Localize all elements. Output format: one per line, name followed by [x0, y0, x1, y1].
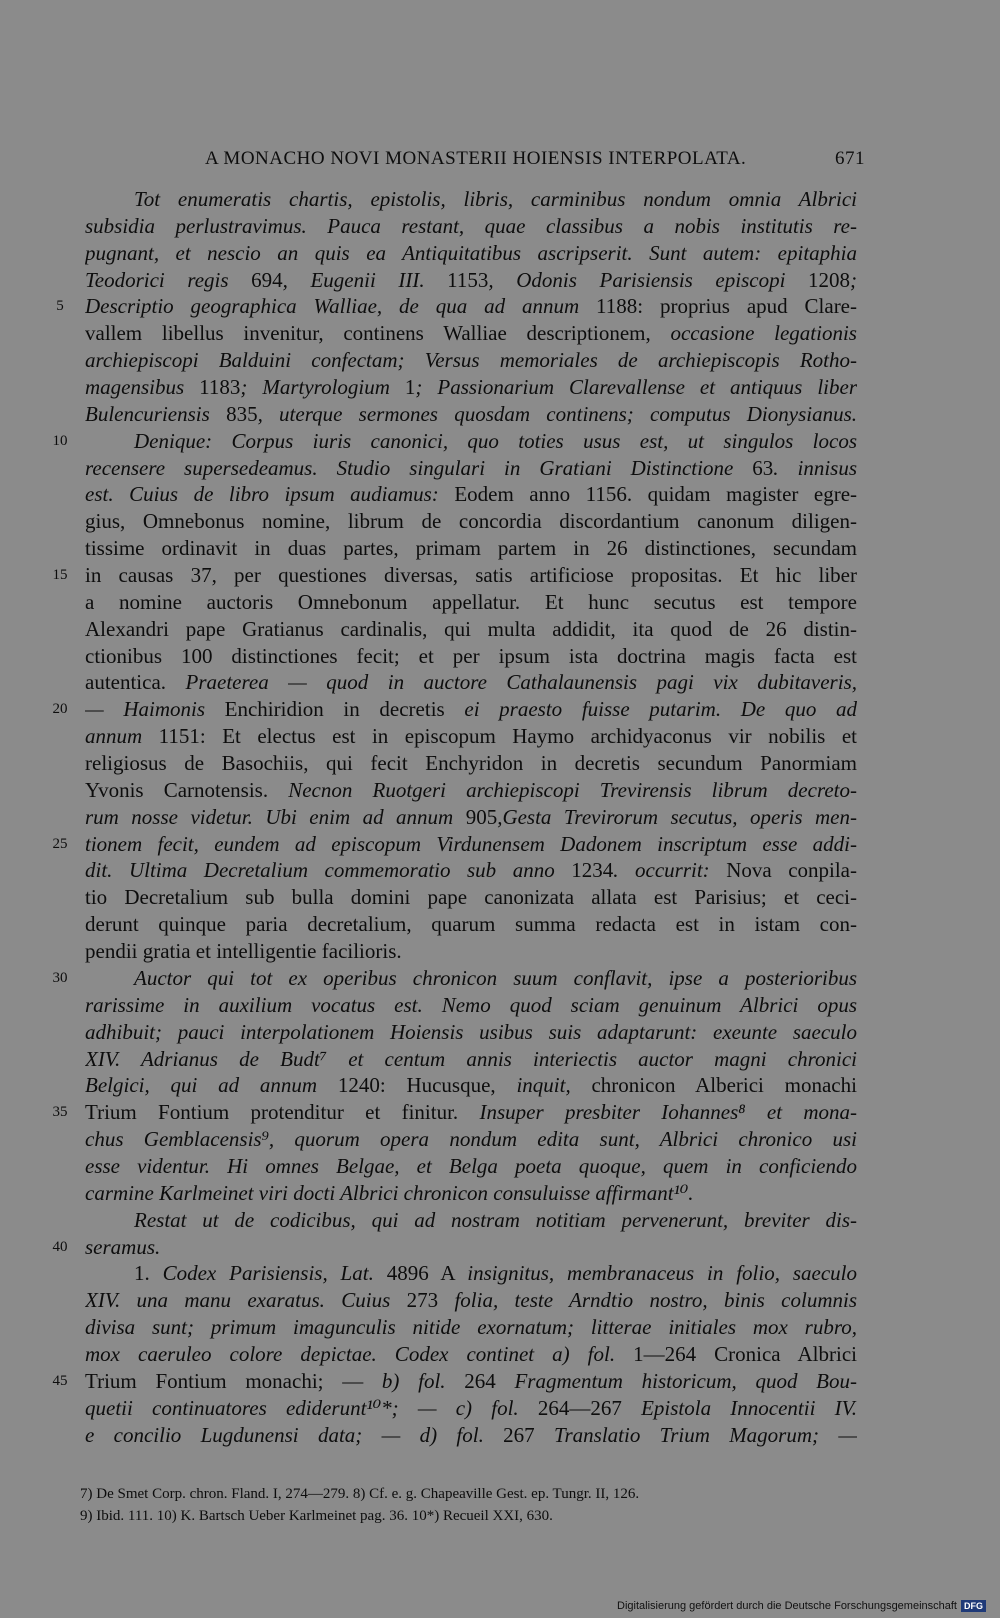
text-line [0, 616, 1000, 643]
roman-span: Enchiridion in decretis [224, 697, 465, 722]
line-text [85, 723, 857, 750]
text-line [0, 589, 1000, 616]
text-line [0, 1395, 1000, 1422]
footnotes [80, 1483, 860, 1527]
roman-span: chronicon Alberici monachi [591, 1073, 857, 1098]
italic-span: Tot enumeratis chartis, epistolis, libris, carminibus nondum omnia Albrici [134, 187, 857, 211]
italic-span: quetii continuatores ediderunt¹⁰*; — c) fol. [85, 1395, 538, 1420]
italic-span: recensere supersedeamus. Studio singulari in Gratiani Distinctione [85, 455, 753, 480]
text-line [0, 1099, 1000, 1126]
italic-span: seramus. [85, 1234, 161, 1259]
italic-span: Translatio Trium Magorum; — [553, 1422, 857, 1447]
italic-span: Auctor qui tot ex operibus chronicon suum conflavit, ipse a posterioribus [134, 965, 857, 990]
text-line [0, 643, 1000, 670]
italic-span: annum [85, 724, 159, 749]
text-line [0, 1207, 1000, 1234]
line-text [85, 240, 857, 267]
line-text [85, 1422, 857, 1449]
text-line [0, 1234, 1000, 1261]
line-text [85, 1341, 857, 1368]
line-text [85, 213, 857, 240]
roman-span: 1240: Hucusque, [337, 1073, 517, 1098]
line-text [85, 186, 857, 213]
page-number: 671 [835, 148, 865, 169]
line-text [85, 1234, 857, 1261]
italic-span: rarissime in auxilium vocatus est. Nemo quod sciam genuinum Albrici opus [85, 992, 857, 1017]
line-number: 20 [52, 701, 68, 718]
text-line [0, 562, 1000, 589]
italic-span: Restat ut de codicibus, qui ad nostram notitiam pervenerunt, breviter dis- [134, 1207, 857, 1232]
line-text [85, 696, 857, 723]
line-text [85, 804, 857, 831]
line-text [85, 455, 857, 482]
text-line [0, 535, 1000, 562]
text-line [0, 1287, 1000, 1314]
roman-span: Trium Fontium monachi; — [85, 1368, 382, 1393]
roman-span: autentica. [85, 670, 186, 695]
footnote-line: 7) De Smet Corp. chron. Fland. I, 274—279. 8) Cf. e. g. Chapeaville Gest. ep. Tungr. II, 126. [80, 1486, 640, 1502]
roman-span: 264—267 [537, 1395, 642, 1420]
line-text [85, 374, 857, 401]
text-line [0, 267, 1000, 294]
line-text [85, 857, 857, 884]
line-text [85, 616, 857, 643]
digitization-credit [617, 1600, 986, 1612]
italic-span: Bulencuriensis [85, 401, 227, 426]
text-line [0, 347, 1000, 374]
line-text [85, 1395, 857, 1422]
footnote-line: 9) Ibid. 111. 10) K. Bartsch Ueber Karlmeinet pag. 36. 10*) Recueil XXI, 630. [80, 1508, 553, 1524]
text-line [0, 965, 1000, 992]
line-text [85, 884, 857, 911]
line-text [85, 777, 857, 804]
roman-span: 264 [464, 1368, 515, 1393]
line-text [85, 1072, 857, 1099]
italic-span: ei praesto fuisse putarim. De quo ad [464, 697, 857, 722]
italic-span: divisa sunt; primum imagunculis nitide exornatum; litterae initiales mox rubro, [85, 1315, 857, 1340]
text-line [0, 401, 1000, 428]
roman-span: Trium Fontium protenditur et finitur. [85, 1100, 480, 1125]
italic-span: archiepiscopi Balduini confectam; Versus memoriales de archiepiscopis Rotho- [85, 348, 857, 373]
roman-span: Alexandri pape Gratianus cardinalis, qui multa addidit, ita quod de 26 distin- [85, 616, 857, 641]
italic-span: dit. Ultima Decretalium commemoratio sub anno [85, 858, 572, 883]
line-text [85, 1207, 857, 1234]
line-text [85, 1046, 857, 1073]
text-line [0, 1046, 1000, 1073]
text-line [0, 1314, 1000, 1341]
line-text [85, 1126, 857, 1153]
line-text [85, 965, 857, 992]
roman-span: in causas 37, per questiones diversas, satis artificiose propositas. Et hic liber [85, 563, 857, 588]
line-text [85, 562, 857, 589]
line-text [85, 831, 857, 858]
text-line [0, 1019, 1000, 1046]
text-line [0, 293, 1000, 320]
roman-span: Yvonis Carnotensis. [85, 777, 289, 802]
line-number: 45 [52, 1372, 68, 1389]
italic-span: ; [850, 267, 857, 292]
text-line [0, 374, 1000, 401]
line-number: 30 [52, 969, 68, 986]
line-text [85, 1314, 857, 1341]
italic-span: XIV. una manu exaratus. Cuius [85, 1288, 407, 1313]
roman-span: 1234 [571, 858, 614, 883]
text-line [0, 938, 1000, 965]
line-number: 40 [52, 1238, 68, 1255]
text-line [0, 1126, 1000, 1153]
italic-span: . occurrit: [613, 858, 727, 883]
line-text [85, 643, 857, 670]
line-text [85, 481, 857, 508]
line-text [85, 1099, 857, 1126]
italic-span: chus Gemblacensis⁹, quorum opera nondum edita sunt, Albrici chronico usi [85, 1127, 857, 1152]
italic-span: mox caeruleo colore depictae. Codex continet a) fol. [85, 1341, 634, 1366]
roman-span: 1 [404, 375, 416, 400]
italic-span: e concilio Lugdunensi data; — d) fol. [85, 1422, 504, 1447]
text-line [0, 884, 1000, 911]
roman-span: 1188: proprius apud Clare- [596, 294, 857, 319]
text-line [0, 669, 1000, 696]
line-number: 25 [52, 835, 68, 852]
italic-span: subsidia perlustravimus. Pauca restant, quae classibus a nobis institutis re- [85, 213, 857, 238]
italic-span: Descriptio geographica Walliae, de qua ad annum [85, 294, 597, 319]
italic-span: inquit, [516, 1073, 592, 1098]
line-number: 5 [56, 298, 64, 315]
text-line [0, 750, 1000, 777]
line-text [85, 1019, 857, 1046]
italic-span: insignitus, membranaceus in folio, saeculo [467, 1261, 857, 1286]
roman-span: 267 [503, 1422, 554, 1447]
italic-span: — Haimonis [85, 697, 225, 722]
text-line [0, 186, 1000, 213]
text-line [0, 481, 1000, 508]
roman-span: 63 [752, 455, 774, 480]
italic-span: ; Passionarium Clarevallense et antiquus liber [415, 375, 857, 400]
italic-span: Belgici, qui ad annum [85, 1073, 338, 1098]
text-line [0, 1260, 1000, 1287]
italic-span: b) fol. [381, 1368, 465, 1393]
italic-span: Insuper presbiter Iohannes⁸ et mona- [479, 1100, 857, 1125]
italic-span: Teodorici regis [85, 267, 252, 292]
italic-span: occasione legationis [670, 321, 857, 346]
line-number: 10 [52, 432, 68, 449]
italic-span: Necnon Ruotgeri archiepiscopi Trevirensis librum decreto- [288, 777, 857, 802]
roman-span: religiosus de Basochiis, qui fecit Enchyridon in decretis secundum Panormiam [85, 751, 857, 776]
italic-span: , Eugenii III. [282, 267, 448, 292]
italic-span: ,Gesta Trevirorum secutus, operis men- [497, 804, 857, 829]
line-text [85, 293, 857, 320]
roman-span: 1208 [808, 267, 850, 292]
roman-span: tissime ordinavit in duas partes, primam partem in 26 distinctiones, secundam [85, 536, 857, 561]
text-line [0, 911, 1000, 938]
line-text [85, 508, 857, 535]
line-text [85, 1180, 857, 1207]
italic-span: adhibuit; pauci interpolationem Hoiensis usibus suis adaptarunt: exeunte saeculo [85, 1019, 857, 1044]
body-text [0, 186, 1000, 1448]
roman-span: 694 [251, 267, 283, 292]
roman-span: a nomine auctoris Omnebonum appellatur. Et hunc secutus est tempore [85, 589, 857, 614]
italic-span: est. Cuius de libro ipsum audiamus: [85, 482, 455, 507]
roman-span: derunt quinque paria decretalium, quarum summa redacta est in istam con- [85, 912, 857, 937]
text-line [0, 1341, 1000, 1368]
text-line [0, 831, 1000, 858]
roman-span: 1183 [199, 375, 241, 400]
italic-span: XIV. Adrianus de Budt⁷ et centum annis interiectis auctor magni chronici [85, 1046, 857, 1071]
line-text [85, 1368, 857, 1395]
text-line [0, 213, 1000, 240]
italic-span: folia, teste Arndtio nostro, binis columnis [454, 1288, 857, 1313]
line-text [85, 320, 857, 347]
text-line [0, 1072, 1000, 1099]
line-text [85, 992, 857, 1019]
text-line [0, 508, 1000, 535]
dfg-logo: DFG [961, 1600, 986, 1612]
text-line [0, 455, 1000, 482]
line-text [85, 750, 857, 777]
text-line [0, 1368, 1000, 1395]
roman-span: Eodem anno 1156. quidam magister egre- [454, 482, 857, 507]
line-text [85, 347, 857, 374]
roman-span: 1—264 Cronica Albrici [633, 1341, 857, 1366]
italic-span: Praeterea — quod in auctore Cathalaunensis pagi vix dubitaveris, [185, 670, 857, 695]
line-text [85, 1153, 857, 1180]
italic-span: Epistola Innocentii IV. [641, 1395, 857, 1420]
line-text [85, 1260, 857, 1287]
roman-span: Nova conpila- [726, 858, 857, 883]
line-number: 15 [52, 567, 68, 584]
text-line [0, 428, 1000, 455]
italic-span: ; Martyrologium [240, 375, 405, 400]
italic-span: rum nosse videtur. Ubi enim ad annum [85, 804, 466, 829]
text-line [0, 240, 1000, 267]
roman-span: 1153 [447, 267, 489, 292]
italic-span: Denique: Corpus iuris canonici, quo toties usus est, ut singulos locos [134, 428, 857, 453]
line-text [85, 669, 857, 696]
line-text [85, 401, 857, 428]
text-line [0, 320, 1000, 347]
line-text [85, 938, 857, 965]
text-line [0, 992, 1000, 1019]
line-number: 35 [52, 1104, 68, 1121]
roman-span: ctionibus 100 distinctiones fecit; et per ipsum ista doctrina magis facta est [85, 643, 857, 668]
text-line [0, 777, 1000, 804]
roman-span: pendii gratia et intelligentie facilioris. [85, 939, 402, 964]
text-line [0, 723, 1000, 750]
italic-span: . innisus [773, 455, 857, 480]
italic-span: Codex Parisiensis, Lat. [162, 1261, 387, 1286]
italic-span: tionem fecit, eundem ad episcopum Virdunensem Dadonem inscriptum esse addi- [85, 831, 857, 856]
roman-span: gius, Omnebonus nomine, librum de concordia discordantium canonum diligen- [85, 509, 857, 534]
line-text [85, 589, 857, 616]
italic-span: carmine Karlmeinet viri docti Albrici chronicon consuluisse affirmant¹⁰. [85, 1180, 694, 1205]
italic-span: , uterque sermones quosdam continens; computus Dionysianus. [257, 401, 857, 426]
italic-span: magensibus [85, 375, 200, 400]
roman-span: 1151: Et electus est in episcopum Haymo archidyaconus vir nobilis et [158, 724, 857, 749]
text-line [0, 1153, 1000, 1180]
text-line [0, 804, 1000, 831]
roman-span: 1. [134, 1261, 163, 1286]
line-text [85, 535, 857, 562]
roman-span: vallem libellus invenitur, continens Walliae descriptionem, [85, 321, 671, 346]
running-title: A MONACHO NOVI MONASTERII HOIENSIS INTERPOLATA. [205, 148, 747, 169]
roman-span: 273 [406, 1288, 455, 1313]
line-text [85, 267, 857, 294]
roman-span: tio Decretalium sub bulla domini pape canonizata allata est Parisius; et ceci- [85, 885, 857, 910]
text-line [0, 1422, 1000, 1449]
italic-span: Fragmentum historicum, quod Bou- [514, 1368, 857, 1393]
roman-span: 4896 A [386, 1261, 468, 1286]
credit-text: Digitalisierung gefördert durch die Deutsche Forschungsgemeinschaft [617, 1600, 957, 1612]
text-line [0, 696, 1000, 723]
roman-span: 905 [465, 804, 498, 829]
italic-span: esse videntur. Hi omnes Belgae, et Belga poeta quoque, quem in conficiendo [85, 1153, 857, 1178]
text-line [0, 1180, 1000, 1207]
italic-span: pugnant, et nescio an quis ea Antiquitatibus ascripserit. Sunt autem: epitaphia [85, 240, 857, 265]
line-text [85, 911, 857, 938]
text-line [0, 857, 1000, 884]
roman-span: 835 [226, 401, 258, 426]
line-text [85, 428, 857, 455]
italic-span: , Odonis Parisiensis episcopi [488, 267, 808, 292]
line-text [85, 1287, 857, 1314]
